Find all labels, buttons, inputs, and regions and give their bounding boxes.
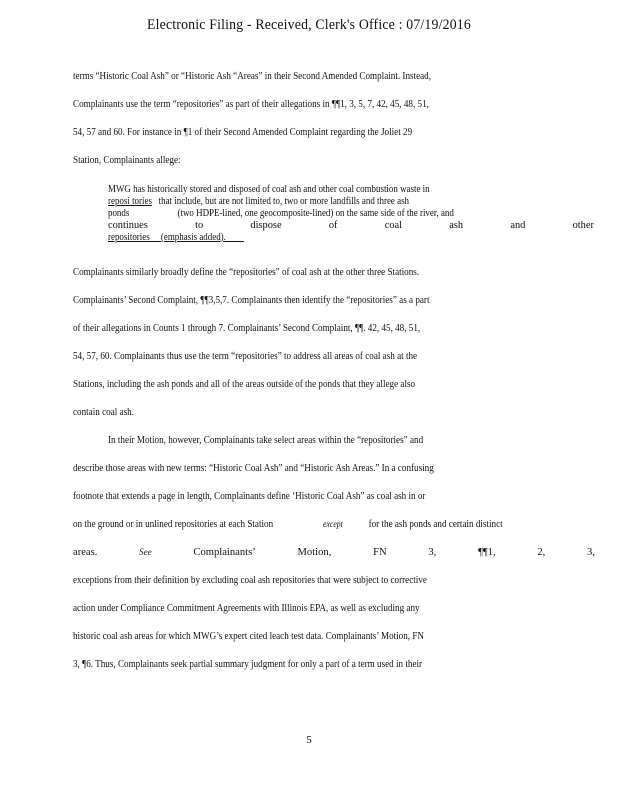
body-line: footnote that extends a page in length, Complainants define ‘Historic Coal Ash” as coal ash in or [73,491,426,502]
quote-word: other [572,220,594,231]
body-line: 54, 57 and 60. For instance in ¶1 of their Second Amended Complaint regarding the Joliet 29 [73,127,413,138]
body-justified-line [73,547,595,558]
quote-word: coal [384,220,403,231]
quote-word: to [195,220,204,231]
body-line: contain coal ash. [73,407,134,418]
body-word-see: See [139,547,152,557]
quote-line [108,196,409,207]
quote-word: and [510,220,526,231]
body-line: Complainants similarly broadly define the “repositories” of coal ash at the other three Stations. [73,267,420,278]
quote-line [108,232,244,243]
quote-word: dispose [250,220,282,231]
quote-justified-line [108,220,594,231]
body-word: 3, [587,547,595,558]
quote-text: (emphasis added). [160,232,226,243]
filing-header: Electronic Filing - Received, Clerk's Office : 07/19/2016 [147,17,471,33]
quote-line: MWG has historically stored and disposed of coal ash and other coal combustion waste in [108,184,430,195]
quote-word: of [328,220,338,231]
body-line: historic coal ash areas for which MWG’s expert cited leach test data. Complainants’ Motion, FN [73,631,425,642]
body-line: Complainants’ Second Complaint, ¶¶3,5,7. Complainants then identify the “repositories” as a part [73,295,430,306]
body-word: Complainants’ [193,547,256,558]
quote-underlined-term: reposi tories [108,196,152,207]
body-line: describe those areas with new terms: “Historic Coal Ash” and “Historic Ash Areas.” In a confusing [73,463,434,474]
body-word: areas. [73,547,98,558]
body-line: terms “Historic Coal Ash” or “Historic Ash “Areas” in their Second Amended Complaint. Instead, [73,71,432,82]
body-line: action under Compliance Commitment Agreements with Illinois EPA, as well as excluding any [73,603,420,614]
body-line-indented: In their Motion, however, Complainants take select areas within the “repositories” and [108,435,424,446]
body-word: FN [373,547,387,558]
body-word: 2, [537,547,546,558]
quote-word: ash [449,220,464,231]
emphasis-except: except [323,519,343,529]
body-line: 54, 57, 60. Complainants thus use the term “repositories” to address all areas of coal ash at the [73,351,418,362]
page-number: 5 [306,734,312,746]
body-line: Station, Complainants allege: [73,155,181,166]
body-word: 3, [428,547,437,558]
body-word: Motion, [297,547,332,558]
body-word: ¶¶1, [478,547,496,558]
body-line: Stations, including the ash ponds and all of the areas outside of the ponds that they allege also [73,379,416,390]
body-line: of their allegations in Counts 1 through 7. Complainants’ Second Complaint, ¶¶. 42, 45, 48, 51, [73,323,421,334]
quote-text: that include, but are not limited to, two or more landfills and three ash [158,196,410,207]
body-line: Complainants use the term “repositories” as part of their allegations in ¶¶1, 3, 5, 7, 42, 45, 48, 51, [73,99,429,110]
body-text: for the ash ponds and certain distinct [368,519,503,530]
body-text: on the ground or in unlined repositories at each Station [73,519,274,530]
quote-line [108,208,454,219]
body-line: 3, ¶6. Thus, Complainants seek partial summary judgment for only a part of a term used in their [73,659,423,670]
body-line [73,519,503,530]
quote-text: (two HDPE-lined, one geocomposite-lined) on the same side of the river, and [177,208,454,219]
body-line: exceptions from their definition by excluding coal ash repositories that were subject to corrective [73,575,427,586]
quote-word: continues [108,220,148,231]
quote-underlined-term: repositories [108,232,150,243]
quote-text: ponds [108,208,130,219]
